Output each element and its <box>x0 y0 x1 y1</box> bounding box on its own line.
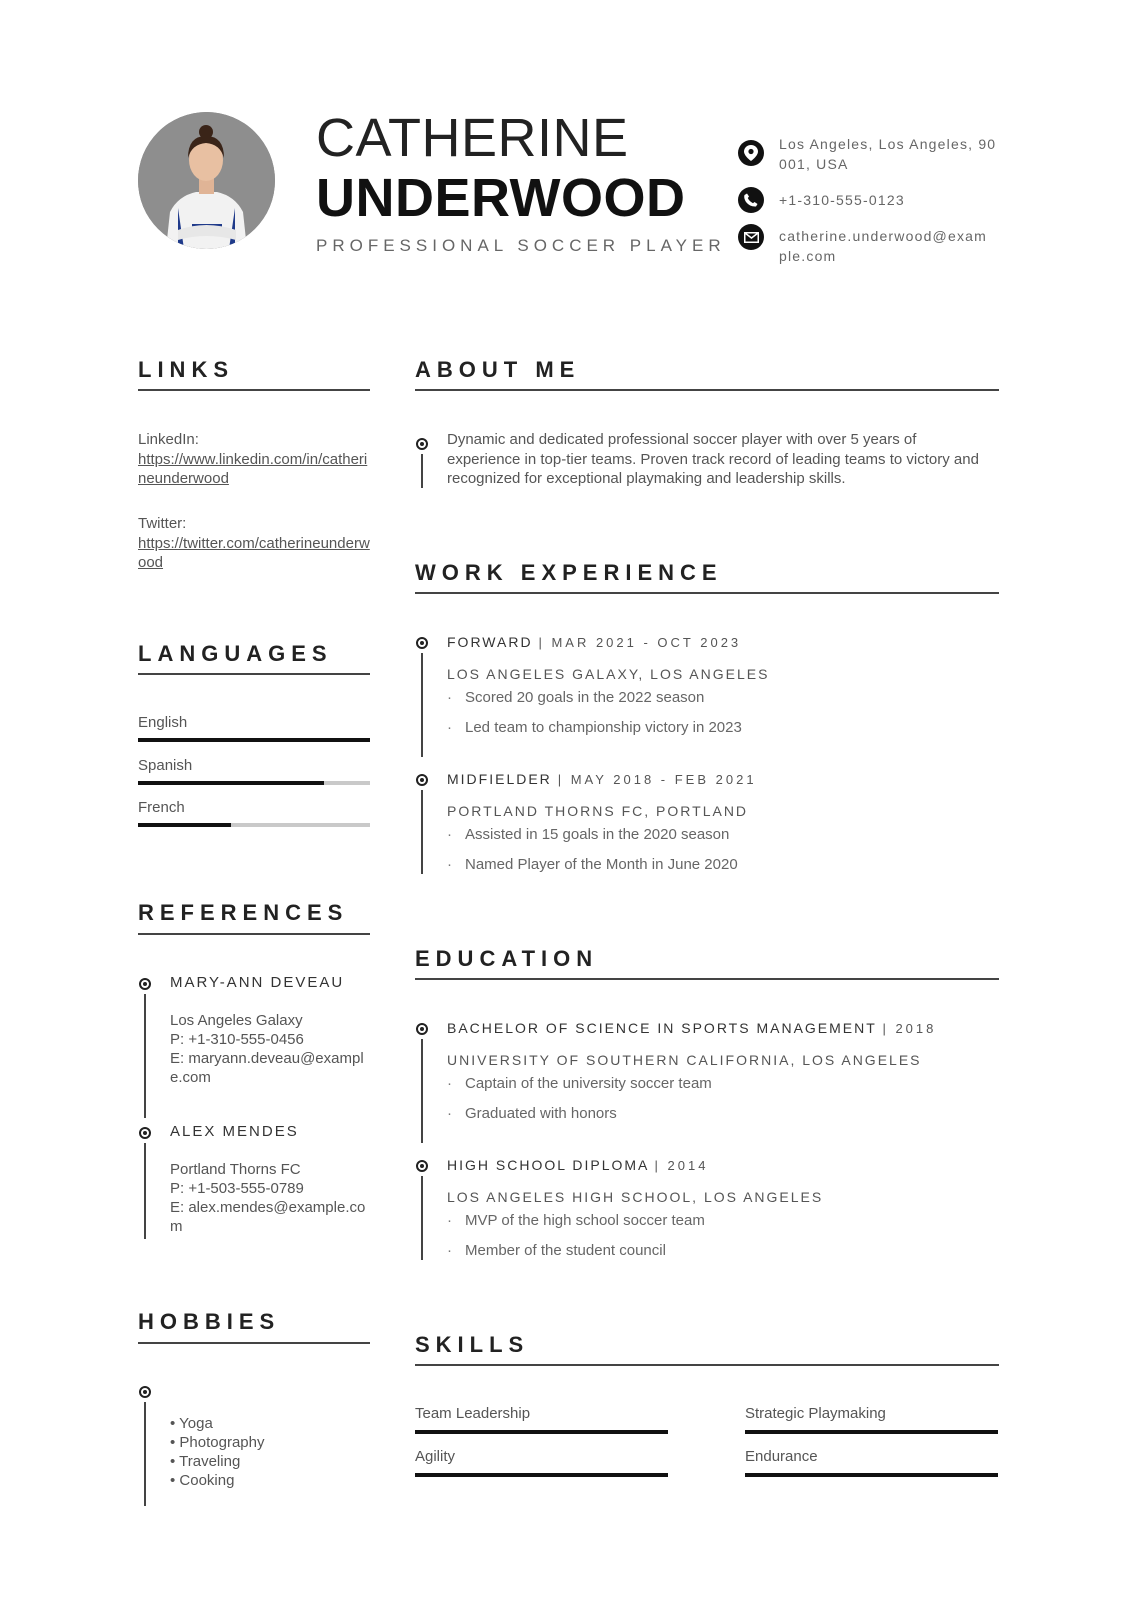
edu-1-bullet-1: · Captain of the university soccer team <box>447 1075 712 1092</box>
links-heading: LINKS <box>138 357 234 382</box>
job-1-bullet-2: · Led team to championship victory in 2023 <box>447 719 742 736</box>
contact-phone: +1-310-555-0123 <box>779 192 905 208</box>
reference-1-org: Los Angeles Galaxy <box>170 1012 303 1029</box>
education-rule <box>415 978 999 980</box>
timeline-dot-icon <box>139 978 151 990</box>
reference-2-org: Portland Thorns FC <box>170 1161 301 1178</box>
edu-2-degree: HIGH SCHOOL DIPLOMA <box>447 1157 649 1173</box>
job-1-company: LOS ANGELES GALAXY, LOS ANGELES <box>447 666 770 682</box>
reference-1-name: MARY-ANN DEVEAU <box>170 974 345 991</box>
skill-endurance-bar <box>745 1473 998 1477</box>
job-2-date: MAY 2018 - FEB 2021 <box>570 772 757 787</box>
reference-1-phone: P: +1-310-555-0456 <box>170 1031 304 1048</box>
timeline-line <box>421 790 423 874</box>
language-french-label: French <box>138 799 185 816</box>
edu-2-school: LOS ANGELES HIGH SCHOOL, LOS ANGELES <box>447 1189 824 1205</box>
hobby-item: • Cooking <box>170 1472 235 1489</box>
timeline-dot-icon <box>416 774 428 786</box>
language-english-bar <box>138 738 370 742</box>
timeline-dot-icon <box>139 1386 151 1398</box>
timeline-dot-icon <box>416 438 428 450</box>
education-heading: EDUCATION <box>415 946 599 971</box>
language-english-fill <box>138 738 370 742</box>
about-text: Dynamic and dedicated professional soccer player with over 5 years of experience in top-tier teams. Proven track record of leading teams to victory and recognized for exceptional playmaking and leadership skills. <box>447 431 979 487</box>
last-name: UNDERWOOD <box>316 168 686 228</box>
timeline-dot-icon <box>139 1127 151 1139</box>
timeline-dot-icon <box>416 637 428 649</box>
work-rule <box>415 592 999 594</box>
job-2-header: MIDFIELDER | MAY 2018 - FEB 2021 <box>447 771 757 787</box>
timeline-line <box>144 994 146 1118</box>
envelope-icon <box>738 224 764 250</box>
edu-2-date: 2014 <box>667 1158 709 1173</box>
skill-agility-fill <box>415 1473 668 1477</box>
hobbies-heading: HOBBIES <box>138 1309 281 1334</box>
linkedin-label: LinkedIn: <box>138 431 199 448</box>
hobbies-rule <box>138 1342 370 1344</box>
skill-team-leadership-fill <box>415 1430 668 1434</box>
skill-endurance-label: Endurance <box>745 1448 818 1465</box>
location-pin-icon <box>738 140 764 166</box>
skill-strategic-playmaking-fill <box>745 1430 998 1434</box>
job-2-bullet-1: · Assisted in 15 goals in the 2020 season <box>447 826 730 843</box>
reference-2-phone: P: +1-503-555-0789 <box>170 1180 304 1197</box>
reference-2-email[interactable]: E: alex.mendes@example.com <box>170 1199 366 1235</box>
first-name: CATHERINE <box>316 108 629 168</box>
language-french-fill <box>138 823 231 827</box>
edu-2-bullet-2: · Member of the student council <box>447 1242 666 1259</box>
edu-2-bullet-1: · MVP of the high school soccer team <box>447 1212 705 1229</box>
reference-2-name: ALEX MENDES <box>170 1123 299 1140</box>
timeline-line <box>144 1143 146 1239</box>
work-heading: WORK EXPERIENCE <box>415 560 723 585</box>
skill-endurance-fill <box>745 1473 998 1477</box>
reference-1-email[interactable]: E: maryann.deveau@example.com <box>170 1050 364 1086</box>
edu-1-date: 2018 <box>895 1021 937 1036</box>
edu-1-bullet-2: · Graduated with honors <box>447 1105 617 1122</box>
edu-2-header: HIGH SCHOOL DIPLOMA | 2014 <box>447 1157 709 1173</box>
edu-1-degree: BACHELOR OF SCIENCE IN SPORTS MANAGEMENT <box>447 1020 877 1036</box>
references-rule <box>138 933 370 935</box>
job-2-role: MIDFIELDER <box>447 771 552 787</box>
timeline-line <box>421 454 423 488</box>
hobby-item: • Yoga <box>170 1415 213 1432</box>
contact-email[interactable]: catherine.underwood@example.com <box>779 228 988 264</box>
language-french-bar <box>138 823 370 827</box>
references-heading: REFERENCES <box>138 900 349 925</box>
job-1-bullet-1: · Scored 20 goals in the 2022 season <box>447 689 705 706</box>
job-2-company: PORTLAND THORNS FC, PORTLAND <box>447 803 749 819</box>
hobby-item: • Traveling <box>170 1453 241 1470</box>
job-1-role: FORWARD <box>447 634 533 650</box>
job-2-bullet-2: · Named Player of the Month in June 2020 <box>447 856 738 873</box>
language-spanish-fill <box>138 781 324 785</box>
language-english-label: English <box>138 714 188 731</box>
language-spanish-label: Spanish <box>138 757 193 774</box>
twitter-label: Twitter: <box>138 515 187 532</box>
contact-address: Los Angeles, Los Angeles, 90001, USA <box>779 136 997 172</box>
timeline-line <box>421 1176 423 1260</box>
job-1-date: MAR 2021 - OCT 2023 <box>551 635 742 650</box>
languages-heading: LANGUAGES <box>138 641 333 666</box>
hobby-item: • Photography <box>170 1434 265 1451</box>
timeline-line <box>421 1039 423 1143</box>
skill-strategic-playmaking-bar <box>745 1430 998 1434</box>
job-title: PROFESSIONAL SOCCER PLAYER <box>316 236 726 255</box>
about-rule <box>415 389 999 391</box>
twitter-link[interactable]: https://twitter.com/catherineunderwood <box>138 535 370 571</box>
edu-1-school: UNIVERSITY OF SOUTHERN CALIFORNIA, LOS ANGELES <box>447 1052 922 1068</box>
timeline-dot-icon <box>416 1160 428 1172</box>
timeline-line <box>144 1402 146 1506</box>
timeline-dot-icon <box>416 1023 428 1035</box>
skill-agility-label: Agility <box>415 1448 456 1465</box>
profile-photo <box>138 112 275 249</box>
links-rule <box>138 389 370 391</box>
skills-rule <box>415 1364 999 1366</box>
skill-team-leadership-bar <box>415 1430 668 1434</box>
edu-1-header: BACHELOR OF SCIENCE IN SPORTS MANAGEMENT | 2018 <box>447 1020 937 1036</box>
skill-strategic-playmaking-label: Strategic Playmaking <box>745 1405 886 1422</box>
languages-rule <box>138 673 370 675</box>
timeline-line <box>421 653 423 757</box>
job-1-header: FORWARD | MAR 2021 - OCT 2023 <box>447 634 742 650</box>
skill-agility-bar <box>415 1473 668 1477</box>
skills-heading: SKILLS <box>415 1332 530 1357</box>
language-spanish-bar <box>138 781 370 785</box>
about-heading: ABOUT ME <box>415 357 581 382</box>
linkedin-link[interactable]: https://www.linkedin.com/in/catherineunderwood <box>138 451 368 487</box>
skill-team-leadership-label: Team Leadership <box>415 1405 531 1422</box>
phone-icon <box>738 187 764 213</box>
